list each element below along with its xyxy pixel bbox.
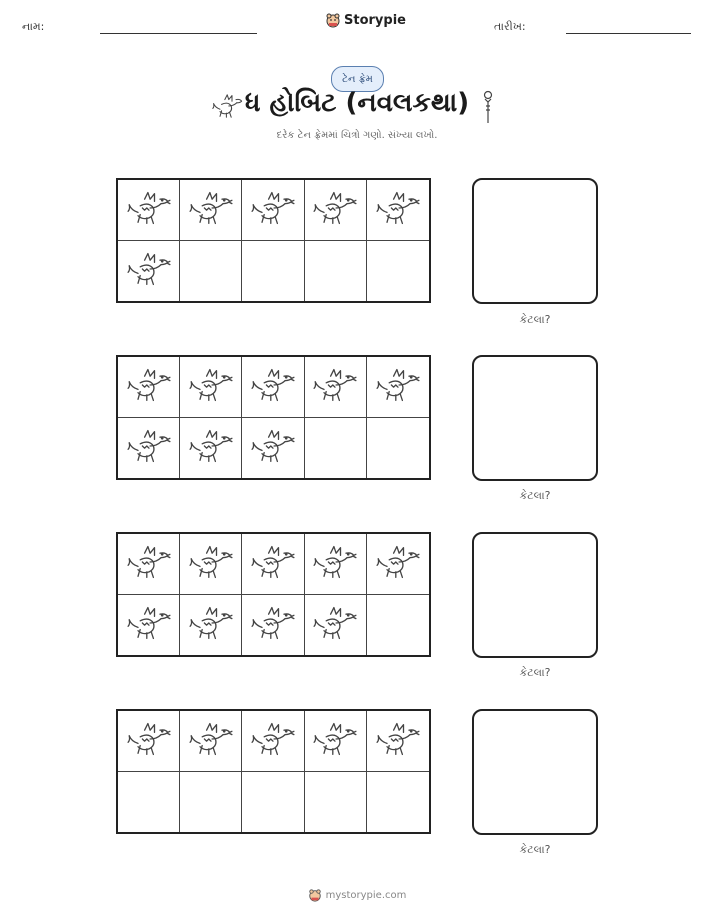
ten-frame-cell <box>180 241 242 302</box>
name-label: નામ: <box>22 20 45 33</box>
storypie-mascot-icon <box>325 12 341 28</box>
dragon-icon <box>313 721 357 761</box>
ten-frame-cell <box>367 595 429 656</box>
ten-frame-cell <box>118 241 180 302</box>
dragon-icon <box>127 190 171 230</box>
ten-frame-cell <box>305 357 367 418</box>
ten-frame-cell <box>180 772 242 833</box>
ten-frame-1 <box>116 178 431 303</box>
dragon-icon <box>127 367 171 407</box>
ten-frame-cell <box>118 595 180 656</box>
dragon-icon <box>127 428 171 468</box>
instruction-text: દરેક ટેન ફ્રેમમાં ચિત્રો ગણો. સંખ્યા લખો. <box>276 130 438 141</box>
dragon-icon <box>189 428 233 468</box>
storypie-mascot-icon <box>308 888 322 902</box>
dragon-icon <box>251 721 295 761</box>
dragon-icon <box>189 367 233 407</box>
ten-frame-cell <box>180 534 242 595</box>
ten-frame-cell <box>305 241 367 302</box>
ten-frame-cell <box>118 534 180 595</box>
ten-frame-cell <box>118 357 180 418</box>
ten-frame-cell <box>367 418 429 479</box>
ten-frame-cell <box>305 534 367 595</box>
dragon-icon <box>251 605 295 645</box>
date-line[interactable] <box>566 33 691 34</box>
ten-frame-cell <box>242 772 304 833</box>
ten-frame-cell <box>180 595 242 656</box>
footer-site[interactable]: mystorypie.com <box>325 889 407 901</box>
ten-frame-cell <box>118 180 180 241</box>
ten-frame-cell <box>242 241 304 302</box>
ten-frame-cell <box>305 772 367 833</box>
ten-frame-cell <box>180 180 242 241</box>
magic-staff-icon <box>481 90 495 124</box>
ten-frame-cell <box>367 241 429 302</box>
ten-frame-cell <box>242 534 304 595</box>
ten-frame-cell <box>367 534 429 595</box>
ten-frame-cell <box>242 711 304 772</box>
dragon-icon <box>376 544 420 584</box>
answer-box-4[interactable] <box>472 709 598 835</box>
ten-frame-cell <box>180 357 242 418</box>
ten-frame-cell <box>305 180 367 241</box>
dragon-icon <box>251 190 295 230</box>
ten-frame-cell <box>367 180 429 241</box>
ten-frame-cell <box>242 180 304 241</box>
answer-box-2[interactable] <box>472 355 598 481</box>
ten-frame-cell <box>305 595 367 656</box>
dragon-icon <box>313 605 357 645</box>
brand-name: Storypie <box>344 12 406 28</box>
ten-frame-2 <box>116 355 431 480</box>
answer-box-1[interactable] <box>472 178 598 304</box>
dragon-icon <box>251 367 295 407</box>
footer <box>0 888 714 902</box>
ten-frame-4 <box>116 709 431 834</box>
ten-frame-cell <box>118 772 180 833</box>
ten-frame-cell <box>180 711 242 772</box>
worksheet-title: ધ હોબિટ (નવલકથા) <box>244 88 470 118</box>
dragon-icon <box>127 605 171 645</box>
dragon-icon <box>127 251 171 291</box>
question-label-2: કેટલા? <box>519 489 551 502</box>
ten-frame-cell <box>118 418 180 479</box>
ten-frame-cell <box>180 418 242 479</box>
dragon-icon <box>127 544 171 584</box>
dragon-icon <box>189 721 233 761</box>
dragon-icon <box>251 428 295 468</box>
ten-frame-cell <box>118 711 180 772</box>
answer-box-3[interactable] <box>472 532 598 658</box>
dragon-icon <box>189 605 233 645</box>
ten-frame-cell <box>242 357 304 418</box>
ten-frame-cell <box>242 595 304 656</box>
dragon-icon <box>376 367 420 407</box>
ten-frame-cell <box>367 772 429 833</box>
name-line[interactable] <box>100 33 257 34</box>
ten-frame-cell <box>367 357 429 418</box>
dragon-icon <box>376 721 420 761</box>
dragon-icon <box>313 367 357 407</box>
question-label-3: કેટલા? <box>519 666 551 679</box>
brand-logo <box>325 12 406 28</box>
dragon-icon <box>189 544 233 584</box>
dragon-icon <box>376 190 420 230</box>
dragon-icon <box>313 190 357 230</box>
dragon-icon <box>313 544 357 584</box>
ten-frame-cell <box>305 711 367 772</box>
dragon-icon <box>127 721 171 761</box>
ten-frame-cell <box>367 711 429 772</box>
question-label-1: કેટલા? <box>519 313 551 326</box>
topic-badge: ટેન ફ્રેમ <box>331 66 384 92</box>
ten-frame-cell <box>242 418 304 479</box>
dragon-icon <box>251 544 295 584</box>
dragon-icon <box>189 190 233 230</box>
ten-frame-3 <box>116 532 431 657</box>
ten-frame-cell <box>305 418 367 479</box>
question-label-4: કેટલા? <box>519 843 551 856</box>
date-label: તારીખ: <box>494 20 526 33</box>
